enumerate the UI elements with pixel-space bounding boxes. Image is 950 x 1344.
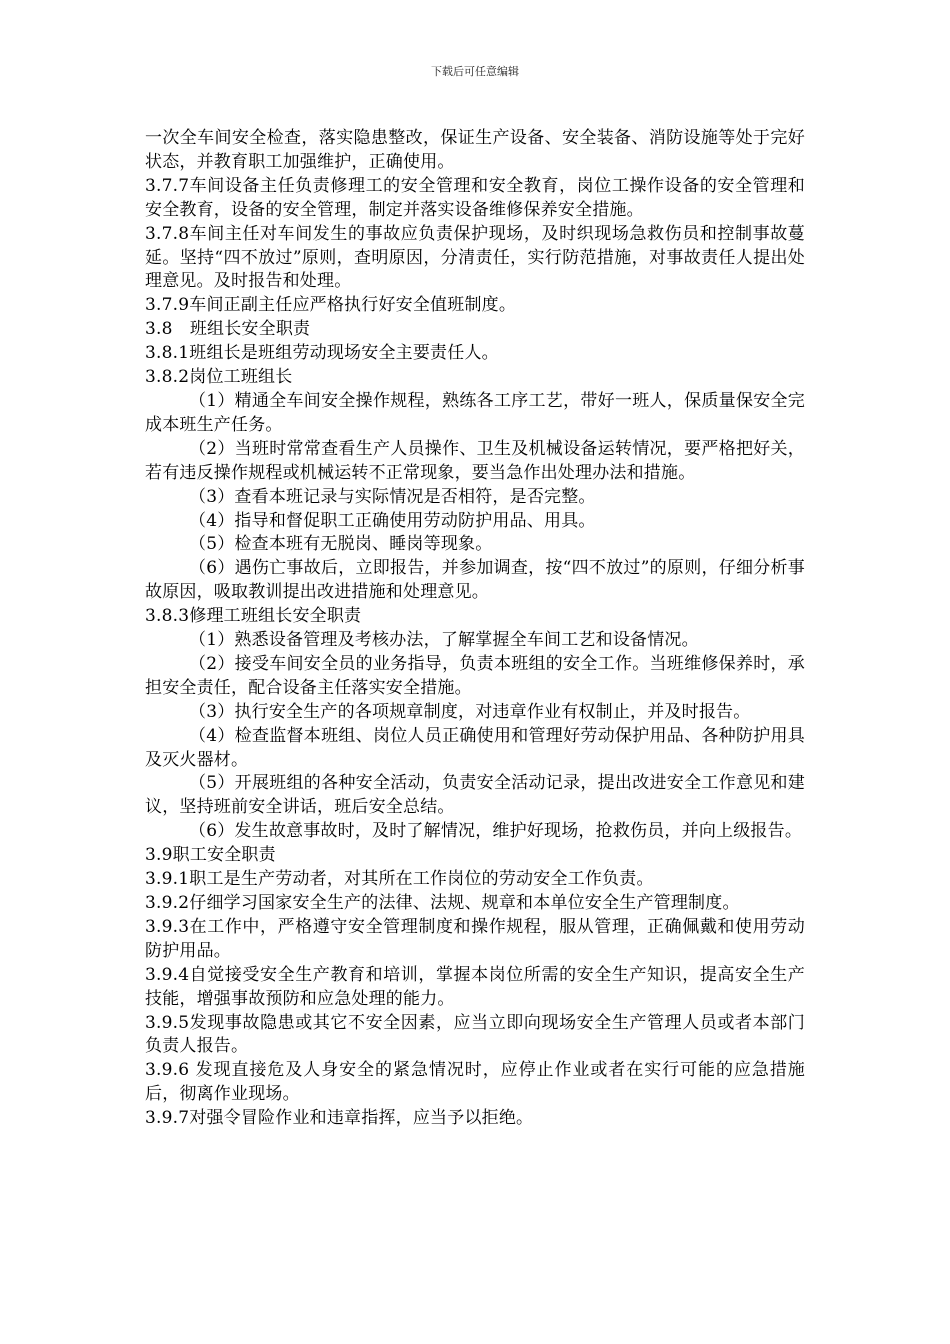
paragraph: 3.9职工安全职责 [145,845,276,866]
paragraph: 3.7.7车间设备主任负责修理工的安全管理和安全教育，岗位工操作设备的安全管理和安全教育，设备的安全管理，制定并落实设备维修保养安全措施。 [145,175,805,220]
paragraph: 3.8.1班组长是班组劳动现场安全主要责任人。 [145,343,499,364]
paragraph: 3.9.3在工作中，严格遵守安全管理制度和操作规程，服从管理，正确佩戴和使用劳动防护用品。 [145,916,805,961]
paragraph: （3）执行安全生产的各项规章制度，对违章作业有权制止，并及时报告。 [189,701,751,722]
page-header: 下载后可任意编辑 [431,65,519,78]
paragraph: （3）查看本班记录与实际情况是否相符，是否完整。 [189,486,596,507]
paragraph: （2）接受车间安全员的业务指导，负责本班组的安全工作。当班维修保养时，承担安全责任，配合设备主任落实安全措施。 [145,653,805,698]
paragraph: （5）开展班组的各种安全活动，负责安全活动记录，提出改进安全工作意见和建议，坚持班前安全讲话，班后安全总结。 [145,773,805,818]
paragraph: 一次全车间安全检查，落实隐患整改，保证生产设备、安全装备、消防设施等处于完好状态，并教育职工加强维护，正确使用。 [145,128,805,172]
paragraph: 3.9.7对强令冒险作业和违章指挥，应当予以拒绝。 [145,1108,534,1129]
paragraph: 3.7.8车间主任对车间发生的事故应负责保护现场，及时织现场急救伤员和控制事故蔓延。坚持“四不放过”原则，查明原因，分清责任，实行防范措施，对事故责任人提出处理意见。及时报告和处理。 [145,223,805,292]
paragraph: 3.9.2仔细学习国家安全生产的法律、法规、规章和本单位安全生产管理制度。 [145,893,740,913]
paragraph: （6）发生故意事故时，及时了解情况，维护好现场，抢救伤员，并向上级报告。 [189,821,803,842]
paragraph: 3.9.1职工是生产劳动者，对其所在工作岗位的劳动安全工作负责。 [145,869,654,890]
document-body [145,127,805,1131]
paragraph: 3.7.9车间正副主任应严格执行好安全值班制度。 [145,295,517,316]
paragraph: （1）精通全车间安全操作规程，熟练各工序工艺，带好一班人，保质量保安全完成本班生产任务。 [145,390,805,435]
paragraph: 3.8.3修理工班组长安全职责 [145,606,362,627]
paragraph: （2）当班时常常查看生产人员操作、卫生及机械设备运转情况，要严格把好关，若有违反操作规程或机械运转不正常现象，要当急作出处理办法和措施。 [145,438,805,483]
paragraph: 3.9.6 发现直接危及人身安全的紧急情况时，应停止作业或者在实行可能的应急措施后，彻离作业现场。 [145,1060,805,1105]
paragraph: （5）检查本班有无脱岗、睡岗等现象。 [189,534,493,555]
paragraph: （4）指导和督促职工正确使用劳动防护用品、用具。 [189,510,596,531]
paragraph: 3.8.2岗位工班组长 [145,367,293,388]
paragraph: 3.9.5发现事故隐患或其它不安全因素，应当立即向现场安全生产管理人员或者本部门负责人报告。 [145,1012,805,1057]
paragraph: （4）检查监督本班组、岗位人员正确使用和管理好劳动保护用品、各种防护用具及灭火器材。 [145,725,805,770]
paragraph: （1）熟悉设备管理及考核办法，了解掌握全车间工艺和设备情况。 [189,630,699,651]
paragraph: 3.9.4自觉接受安全生产教育和培训，掌握本岗位所需的安全生产知识，提高安全生产技能，增强事故预防和应急处理的能力。 [145,964,805,1009]
paragraph: 3.8 班组长安全职责 [145,319,311,340]
paragraph: （6）遇伤亡事故后，立即报告，并参加调查，按“四不放过”的原则，仔细分析事故原因，吸取教训提出改进措施和处理意见。 [145,558,805,603]
